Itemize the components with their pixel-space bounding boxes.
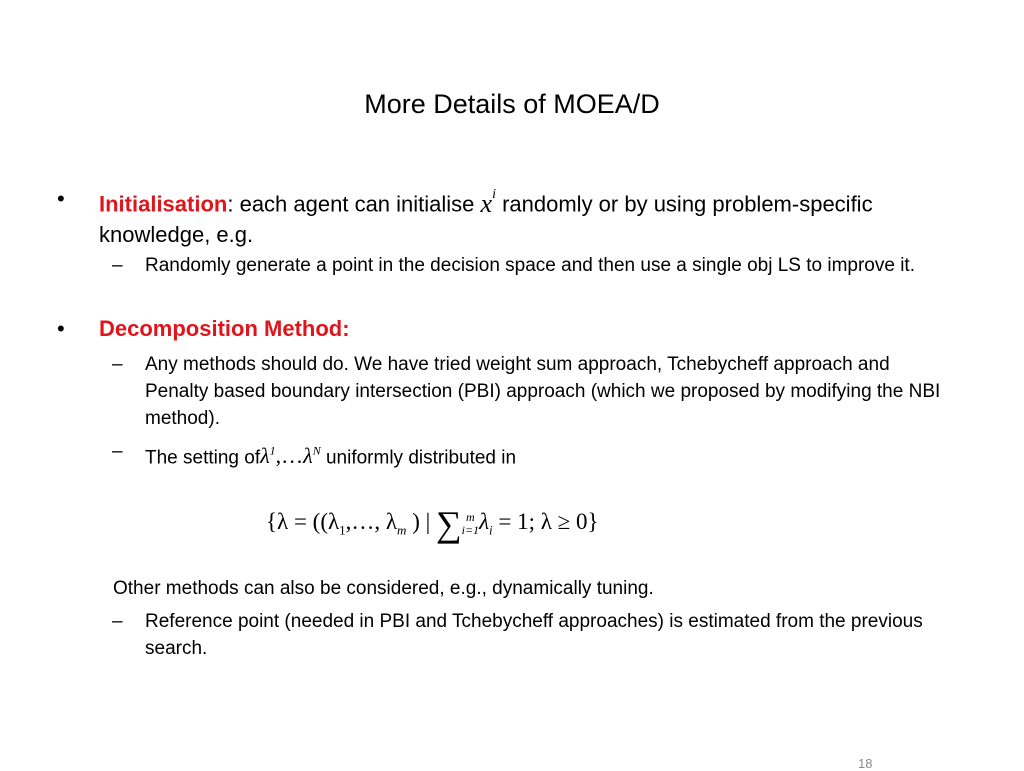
sigma-icon: ∑ bbox=[435, 504, 462, 544]
formula-simplex bbox=[266, 500, 786, 544]
page-number: 18 bbox=[858, 756, 873, 771]
sub-text: Reference point (needed in PBI and Tchebycheff approaches) is estimated from the previous search. bbox=[145, 611, 923, 659]
formula-sub-m: m bbox=[397, 522, 407, 538]
math-sup: i bbox=[492, 187, 496, 202]
bullet-dot-icon: • bbox=[57, 316, 65, 341]
setting-prefix: The setting of bbox=[145, 447, 261, 469]
bullet-label: Initialisation bbox=[99, 191, 228, 217]
formula-sub-1: 1 bbox=[339, 522, 346, 538]
math-sup-n: N bbox=[312, 444, 321, 458]
bullet-text bbox=[99, 184, 939, 250]
sub-text: Any methods should do. We have tried weight sum approach, Tchebycheff approach and Penalty based boundary intersection (PBI) approach (which we proposed by modifying the NBI method). bbox=[145, 354, 941, 429]
sigma-limits bbox=[462, 511, 479, 537]
setting-suffix: uniformly distributed in bbox=[325, 447, 517, 469]
dash-icon: – bbox=[112, 354, 123, 375]
sigma-lower: i=1 bbox=[461, 522, 480, 537]
bullet-text-after: randomly or by using problem-specific knowledge, e.g. bbox=[99, 191, 873, 247]
other-methods-line: Other methods can also be considered, e.g., dynamically tuning. bbox=[113, 578, 654, 599]
math-var: x bbox=[480, 188, 493, 218]
math-sup-1: 1 bbox=[269, 444, 276, 458]
dash-icon: – bbox=[112, 441, 123, 462]
sub-text: Randomly generate a point in the decision space and then use a single obj LS to improve it. bbox=[145, 255, 915, 276]
formula-lambda-i: λ bbox=[479, 509, 490, 534]
formula-open: {λ = ((λ bbox=[266, 509, 340, 534]
bullet-dot-icon: • bbox=[57, 186, 65, 211]
formula-tail: = 1; λ ≥ 0} bbox=[492, 509, 599, 534]
sub-text bbox=[145, 438, 945, 471]
formula-sub-i: i bbox=[489, 522, 493, 538]
dash-icon: – bbox=[112, 611, 123, 632]
slide-title: More Details of MOEA/D bbox=[364, 89, 660, 119]
math-x-i bbox=[481, 189, 496, 218]
formula-close-tuple: ) | bbox=[412, 509, 431, 534]
bullet-text-before: : each agent can initialise bbox=[227, 191, 481, 217]
sigma-upper: m bbox=[466, 509, 475, 524]
math-lambda: λ bbox=[260, 443, 270, 469]
math-lambda-set bbox=[260, 443, 321, 468]
dash-icon: – bbox=[112, 255, 123, 276]
math-dots: ,… bbox=[275, 443, 304, 469]
bullet-label: Decomposition Method: bbox=[99, 316, 350, 341]
bullet-text bbox=[99, 314, 939, 344]
math-lambda: λ bbox=[303, 443, 313, 469]
formula-middle: ,…, λ bbox=[345, 509, 398, 534]
